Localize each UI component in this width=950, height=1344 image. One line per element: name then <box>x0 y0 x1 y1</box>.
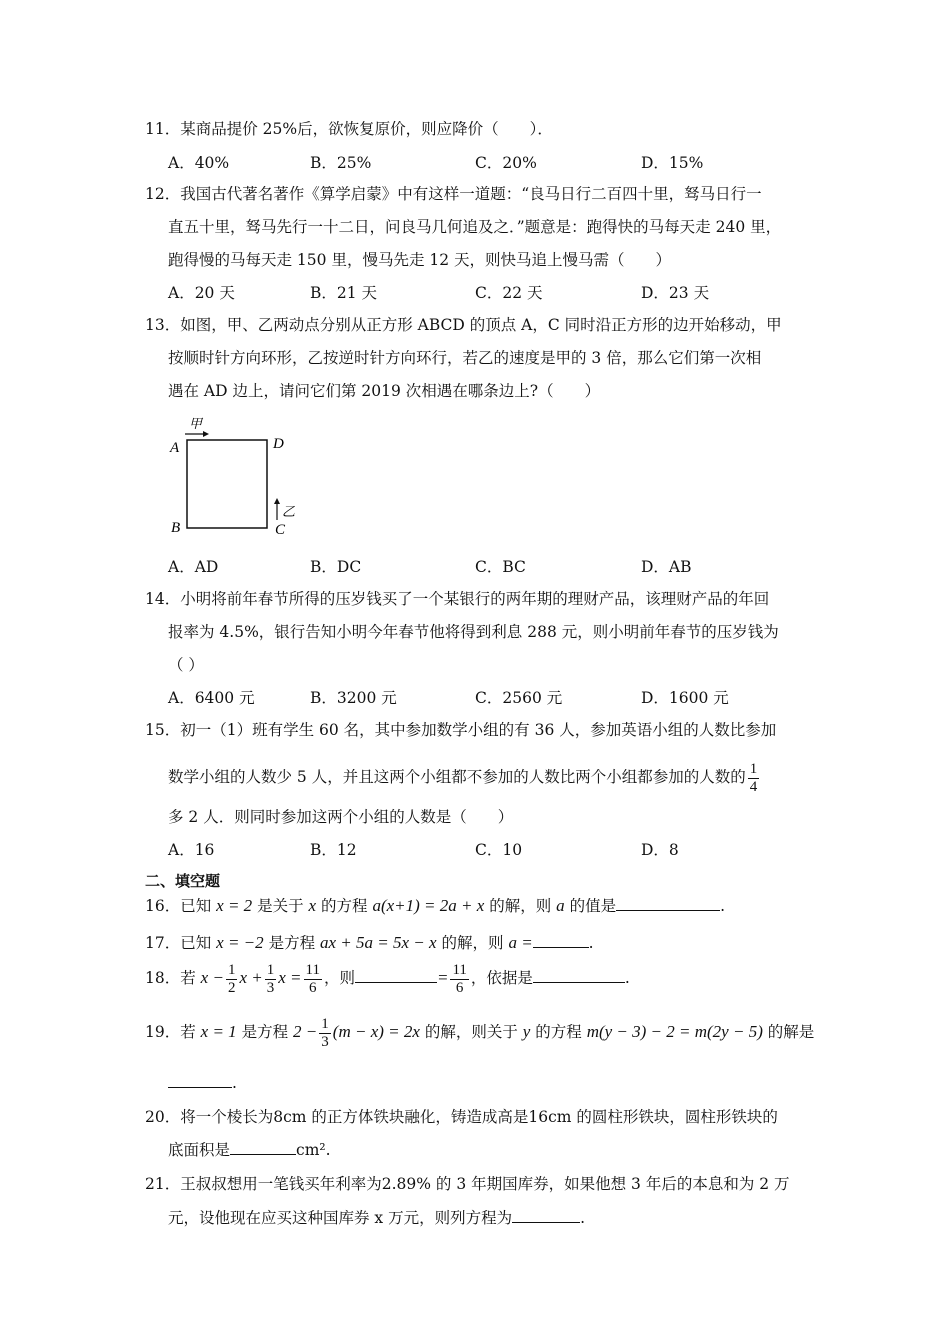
q16-math-4: a <box>556 896 565 915</box>
q19-text-end: . <box>232 1074 237 1092</box>
q13-option-b: B．DC <box>310 558 362 576</box>
q20-answer-blank[interactable] <box>230 1140 296 1155</box>
yi-label: 乙 <box>282 504 296 519</box>
square-abcd <box>187 440 267 528</box>
q18-math-4: = <box>436 968 449 987</box>
q19-math-1: x = 1 <box>200 1022 237 1041</box>
q17-math-2: ax + 5a = 5x − x <box>320 933 437 952</box>
q18-frac-1-den: 2 <box>227 979 236 996</box>
q14-line-3: （ ） <box>168 656 204 674</box>
vertex-d-label: D <box>273 436 284 452</box>
q16-math-3: a(x+1) = 2a + x <box>372 896 485 915</box>
q11-option-b: B．25% <box>310 154 372 172</box>
q16-text-2: 是关于 <box>252 897 309 915</box>
q18-frac-3-num: 11 <box>305 962 320 978</box>
q18-text-4: . <box>624 969 630 987</box>
q18-math-3: x = <box>278 968 302 987</box>
q19-text-5: 的解是 <box>762 1023 815 1041</box>
q16 <box>145 894 725 916</box>
q16-text-6: . <box>720 897 726 915</box>
q21-line-1: 21．王叔叔想用一笔钱买年利率为2.89% 的 3 年期国库券，如果他想 3 年后的本息和为 2 万 <box>145 1175 790 1193</box>
q18-math-1: x − <box>200 968 224 987</box>
q18-frac-4-den: 6 <box>455 979 464 996</box>
q19-answer-blank[interactable] <box>168 1073 232 1088</box>
q17-math-3: a = <box>508 933 533 952</box>
q21-answer-blank[interactable] <box>512 1208 580 1223</box>
q15-option-d: D．8 <box>641 841 679 859</box>
q18-text-2: ，则 <box>323 969 355 987</box>
q16-answer-blank[interactable] <box>616 896 720 911</box>
q20-line-2 <box>168 1138 331 1160</box>
q18-frac-2-den: 3 <box>266 979 275 996</box>
q17-math-1: x = −2 <box>216 933 264 952</box>
q15-option-c: C．10 <box>475 841 523 859</box>
q20-unit: cm² <box>296 1141 326 1159</box>
q11-text: 11．某商品提价 25%后，欲恢复原价，则应降价（ ）． <box>145 120 553 138</box>
q19-frac <box>319 1016 331 1050</box>
q11-option-d: D．15% <box>641 154 704 172</box>
q12-option-d: D．23 天 <box>641 284 710 302</box>
q13-line-3: 遇在 AD 边上，请问它们第 2019 次相遇在哪条边上?（ ） <box>168 382 601 400</box>
q19 <box>145 1016 814 1050</box>
q18 <box>145 962 630 996</box>
q13-line-1: 13．如图，甲、乙两动点分别从正方形 ABCD 的顶点 A，C 同时沿正方形的边开始移动，甲 <box>145 316 782 334</box>
vertex-b-label: B <box>171 520 181 536</box>
square-abcd-figure <box>165 410 315 540</box>
jia-arrow-head <box>203 431 209 437</box>
q19-text-4: 的方程 <box>530 1023 587 1041</box>
q13-option-c: C．BC <box>475 558 526 576</box>
vertex-c-label: C <box>275 522 286 538</box>
vertex-a-label: A <box>170 440 180 456</box>
q15-option-b: B．12 <box>310 841 357 859</box>
q18-frac-4 <box>450 962 468 996</box>
q14-line-1: 14．小明将前年春节所得的压岁钱买了一个某银行的两年期的理财产品，该理财产品的年回 <box>145 590 770 608</box>
q12-line-1: 12．我国古代著名著作《算学启蒙》中有这样一道题：“良马日行二百四十里，驽马日行一 <box>145 185 762 203</box>
q12-line-2: 直五十里，驽马先行一十二日，问良马几何追及之．”题意是：跑得快的马每天走 240 里， <box>168 218 782 236</box>
q14-option-c: C．2560 元 <box>475 689 563 707</box>
q13-option-a: A．AD <box>168 558 219 576</box>
q19-math-2: 2 − <box>293 1022 318 1041</box>
q19-text-1: 19．若 <box>145 1023 201 1041</box>
q15-option-a: A．16 <box>168 841 215 859</box>
q12-line-3: 跑得慢的马每天走 150 里，慢马先走 12 天，则快马追上慢马需（ ） <box>168 251 672 269</box>
q15-frac-num: 1 <box>749 761 758 777</box>
q17-answer-blank[interactable] <box>533 933 589 948</box>
q13-option-d: D．AB <box>641 558 692 576</box>
q19-frac-num: 1 <box>321 1016 329 1032</box>
q12-option-b: B．21 天 <box>310 284 378 302</box>
q20-line-1: 20．将一个棱长为8cm 的正方体铁块融化，铸造成高是16cm 的圆柱形铁块，圆柱形铁块的 <box>145 1108 778 1126</box>
q20-text-end: . <box>325 1141 331 1159</box>
section-title-fill-in: 二、填空题 <box>145 872 221 890</box>
q19-text-3: 的解，则关于 <box>419 1023 523 1041</box>
q18-answer-blank-2[interactable] <box>533 968 625 983</box>
q19-frac-den: 3 <box>321 1033 329 1050</box>
q18-text-1: 18．若 <box>145 969 201 987</box>
q18-frac-2 <box>265 962 277 996</box>
q19-math-4: y <box>522 1022 531 1041</box>
q13-line-2: 按顺时针方向环形，乙按逆时针方向环行，若乙的速度是甲的 3 倍，那么它们第一次相 <box>168 349 762 367</box>
q18-frac-1 <box>226 962 238 996</box>
q17-text-4: . <box>588 934 594 952</box>
yi-arrow-head <box>274 498 280 504</box>
q20-text-1: 底面积是 <box>168 1141 231 1159</box>
q17-text-2: 是方程 <box>263 934 321 952</box>
q12-option-c: C．22 天 <box>475 284 543 302</box>
q16-math-2: x <box>308 896 317 915</box>
q17-text-1: 17．已知 <box>145 934 217 952</box>
q19-math-5: m(y − 3) − 2 = m(2y − 5) <box>586 1022 763 1041</box>
q14-option-d: D．1600 元 <box>641 689 729 707</box>
q15-fraction <box>748 761 760 795</box>
q18-frac-3-den: 6 <box>308 979 317 996</box>
q11-option-c: C．20% <box>475 154 537 172</box>
q18-answer-blank-1[interactable] <box>355 968 437 983</box>
q15-line-1: 15．初一（1）班有学生 60 名，其中参加数学小组的有 36 人，参加英语小组的人数比参加 <box>145 721 777 739</box>
q17 <box>145 931 594 953</box>
q18-text-3: ，依据是 <box>470 969 533 987</box>
q19-math-3: (m − x) = 2x <box>332 1022 420 1041</box>
q11-option-a: A．40% <box>168 154 230 172</box>
q14-option-a: A．6400 元 <box>168 689 255 707</box>
q16-text-3: 的方程 <box>316 897 373 915</box>
q18-frac-3 <box>304 962 322 996</box>
q15-line-2-text: 数学小组的人数少 5 人，并且这两个小组都不参加的人数比两个小组都参加的人数的 <box>168 768 746 786</box>
q21-line-2 <box>168 1206 585 1228</box>
q16-text-4: 的解，则 <box>484 897 557 915</box>
q18-frac-4-num: 11 <box>452 962 467 978</box>
q14-option-b: B．3200 元 <box>310 689 397 707</box>
q16-math-1: x = 2 <box>216 896 253 915</box>
q16-text-1: 16．已知 <box>145 897 217 915</box>
q15-frac-den: 4 <box>749 778 758 795</box>
q18-frac-1-num: 1 <box>227 962 236 978</box>
q14-line-2: 报率为 4.5%，银行告知小明今年春节他将得到利息 288 元，则小明前年春节的压岁钱为 <box>168 623 779 641</box>
q21-text-1: 元，设他现在应买这种国库券 x 万元，则列方程为 <box>168 1209 513 1227</box>
q17-text-3: 的解，则 <box>436 934 509 952</box>
q19-line-2 <box>168 1073 237 1092</box>
q19-text-2: 是方程 <box>236 1023 294 1041</box>
q18-frac-2-num: 1 <box>266 962 275 978</box>
q15-line-2 <box>168 761 761 795</box>
jia-label: 甲 <box>189 416 203 431</box>
q15-line-3: 多 2 人．则同时参加这两个小组的人数是（ ） <box>168 808 514 826</box>
q21-text-end: . <box>580 1209 586 1227</box>
q16-text-5: 的值是 <box>564 897 617 915</box>
q12-option-a: A．20 天 <box>168 284 235 302</box>
q18-math-2: x + <box>239 968 263 987</box>
